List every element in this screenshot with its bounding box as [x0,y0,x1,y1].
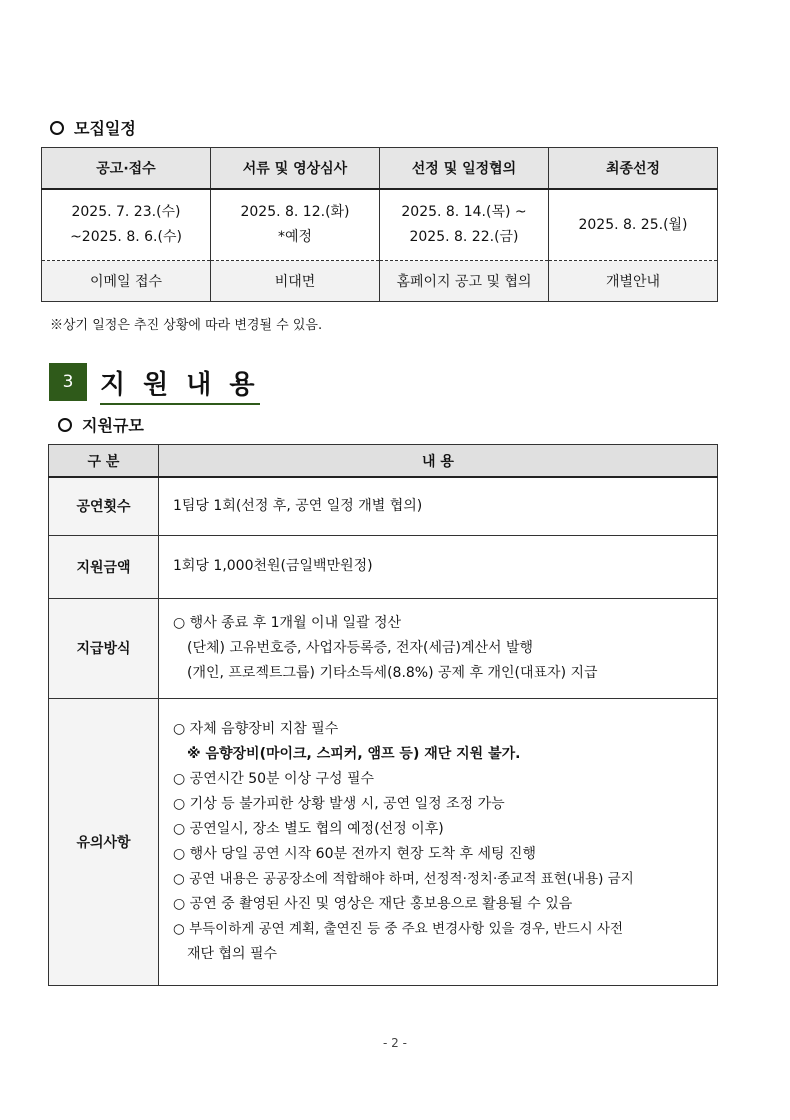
content-line: ○ 기상 등 불가피한 상황 발생 시, 공연 일정 조정 가능 [173,795,505,812]
row-label: 유의사항 [49,698,159,985]
date-line: 2025. 7. 23.(수) [71,204,181,220]
content-line: ○ 자체 음향장비 지참 필수 [173,720,339,737]
row-content [159,535,718,598]
support-header: 내 용 [159,445,718,478]
date-line: 2025. 8. 14.(목) ~ [401,204,527,220]
content-line: ○ 공연 중 촬영된 사진 및 영상은 재단 홍보용으로 활용될 수 있음 [173,895,573,912]
row-label: 지급방식 [49,598,159,698]
schedule-header: 서류 및 영상심사 [211,148,380,190]
warning-line: ※ 음향장비(마이크, 스피커, 앰프 등) 재단 지원 불가. [187,745,521,762]
circle-bullet-icon [50,121,64,135]
section-number-badge: 3 [49,363,87,401]
content-line: 재단 협의 필수 [187,945,278,962]
date-line: *예정 [277,229,313,245]
row-label: 지원금액 [49,535,159,598]
content-line: (개인, 프로젝트그룹) 기타소득세(8.8%) 공제 후 개인(대표자) 지급 [187,664,598,681]
date-line: 2025. 8. 12.(화) [240,204,350,220]
schedule-table [41,147,718,302]
row-label: 공연횟수 [49,477,159,535]
row-content [159,598,718,698]
content-line: ○ 공연일시, 장소 별도 협의 예정(선정 이후) [173,820,444,837]
date-line: 2025. 8. 22.(금) [409,229,519,245]
schedule-header: 선정 및 일정협의 [380,148,549,190]
schedule-date-cell [42,189,211,261]
support-header: 구 분 [49,445,159,478]
schedule-note: ※상기 일정은 추진 상황에 따라 변경될 수 있음. [50,318,323,333]
row-content [159,477,718,535]
schedule-title-text: 모집일정 [74,119,136,138]
schedule-date-cell [211,189,380,261]
content-line: ○ 행사 종료 후 1개월 이내 일괄 정산 [173,614,402,631]
content-line: ○ 공연시간 50분 이상 구성 필수 [173,770,375,787]
date-line: ~2025. 8. 6.(수) [70,229,182,245]
schedule-date-cell [380,189,549,261]
content-line: 1회당 1,000천원(금일백만원정) [173,558,373,574]
content-line: ○ 행사 당일 공연 시작 60분 전까지 현장 도착 후 세팅 진행 [173,845,536,862]
schedule-header: 최종선정 [549,148,718,190]
schedule-header: 공고·접수 [42,148,211,190]
schedule-method-cell: 개별안내 [549,261,718,302]
content-line: ○ 부득이하게 공연 계획, 출연진 등 중 주요 변경사항 있을 경우, 반드시 사전 [173,920,624,937]
content-line: 1팀당 1회(선정 후, 공연 일정 개별 협의) [173,497,423,514]
content-line: ○ 공연 내용은 공공장소에 적합해야 하며, 선정적·정치·종교적 표현(내용) 금지 [173,870,634,887]
schedule-method-cell: 이메일 접수 [42,261,211,302]
schedule-date-cell [549,189,718,261]
support-table [48,444,718,986]
circle-bullet-icon [58,418,72,432]
content-line: (단체) 고유번호증, 사업자등록증, 전자(세금)계산서 발행 [187,639,534,656]
page-number: - 2 - [383,1036,407,1050]
schedule-method-cell: 홈페이지 공고 및 협의 [380,261,549,302]
schedule-method-cell: 비대면 [211,261,380,302]
support-scale-title [58,413,144,436]
section-title: 지원내용 [100,364,260,405]
row-content [159,698,718,985]
support-scale-text: 지원규모 [82,416,144,435]
date-line: 2025. 8. 25.(월) [578,216,688,233]
schedule-section-title [50,116,136,139]
